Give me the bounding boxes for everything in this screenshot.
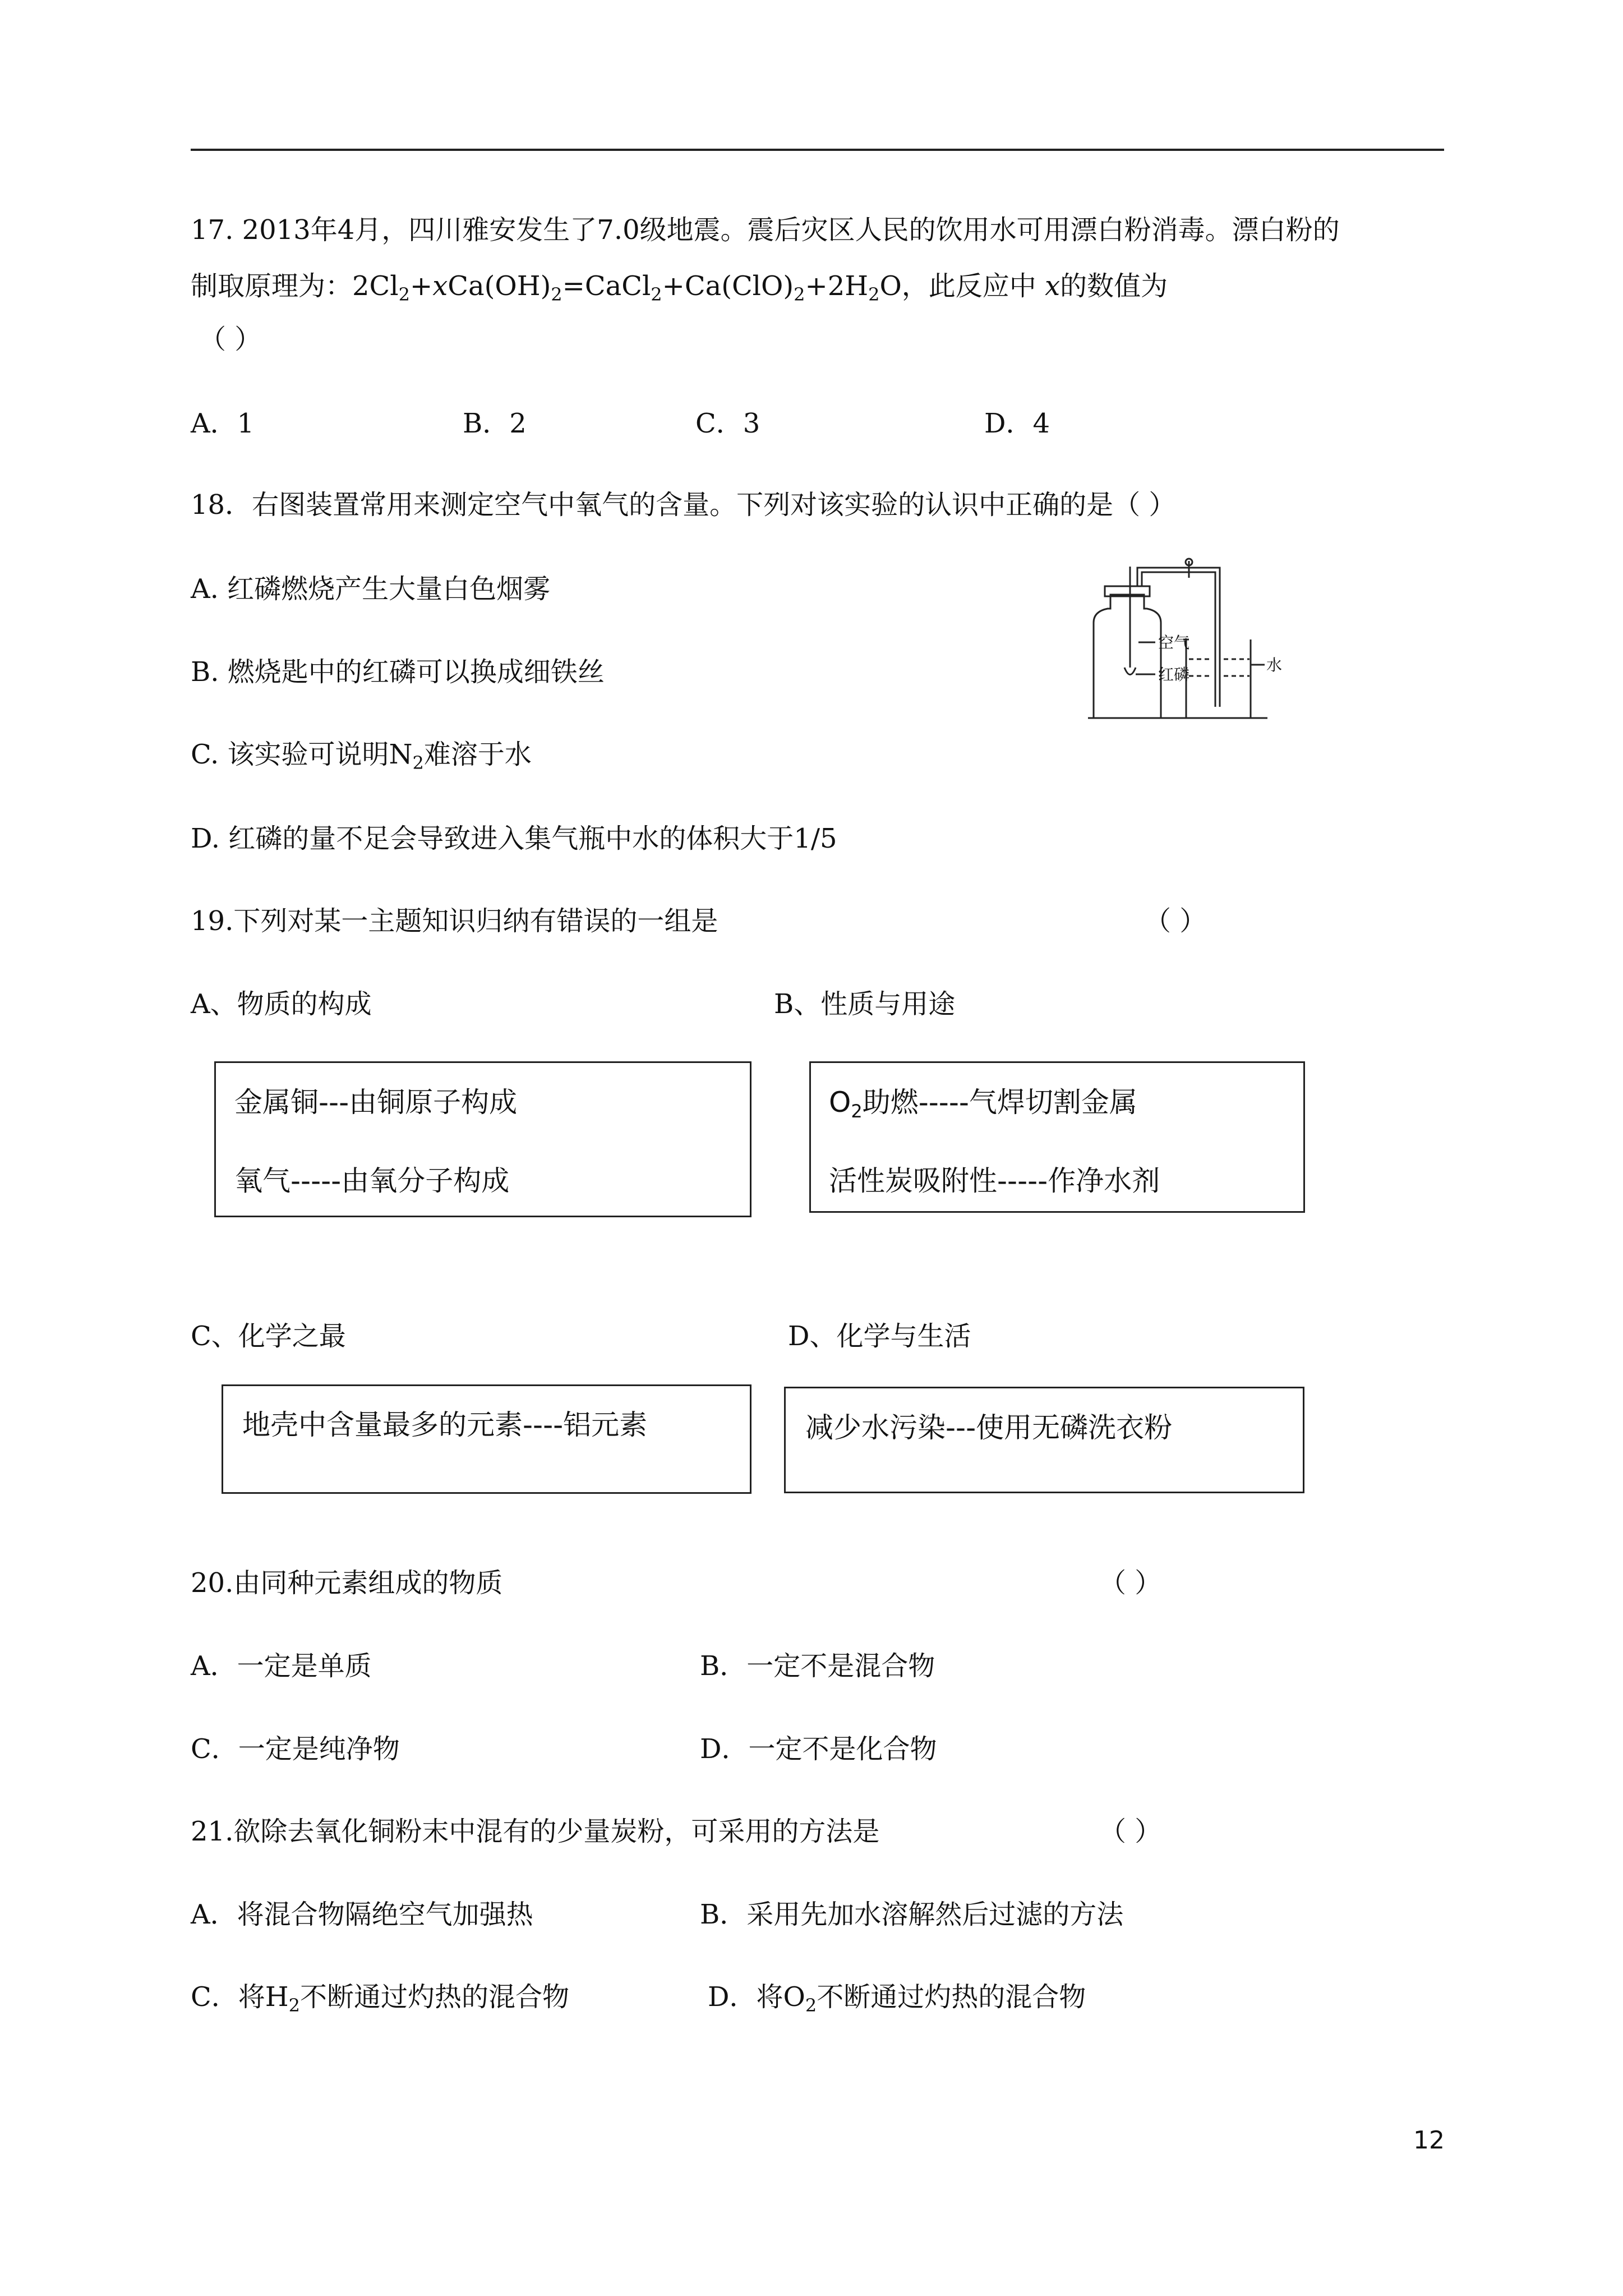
oxygen-apparatus-diagram [1082,555,1318,724]
q20-answer-paren: （ ） [1099,1567,1162,1599]
q17-option-d: D．4 [984,408,1050,439]
q18-option-a: A. 红磷燃烧产生大量白色烟雾 [191,573,551,605]
q20-option-a: A．一定是单质 [191,1650,372,1682]
q21-option-c: C．将$H_2$不断通过灼热的混合物 [191,1981,569,2016]
q20-option-b: B．一定不是混合物 [700,1650,935,1682]
q17-option-a: A．1 [191,408,255,439]
q21-option-d: D．将$O_2$不断通过灼热的混合物 [708,1981,1086,2016]
q19-a-box-line2: 氧气-----由氧分子构成 [234,1165,510,1197]
q19-c-title: C、化学之最 [191,1320,346,1352]
q20-option-c: C．一定是纯净物 [191,1733,400,1765]
q21-option-b: B．采用先加水溶解然后过滤的方法 [700,1899,1124,1930]
q17-option-c: C．3 [695,408,760,439]
label-air: 空气 [1158,633,1190,652]
q21-stem: 21.欲除去氧化铜粉末中混有的少量炭粉，可采用的方法是 [191,1816,880,1847]
q18-option-c: C. 该实验可说明$N_2$难溶于水 [191,739,532,774]
q19-b-box-line1: $O_2$助燃-----气焊切割金属 [829,1086,1137,1122]
q17-option-b: B．2 [463,408,527,439]
q19-b-box-line2: 活性炭吸附性-----作净水剂 [829,1165,1160,1197]
q17-stem-line1: 17. 2013年4月，四川雅安发生了7.0级地震。震后灾区人民的饮用水可用漂白粉消毒。漂白粉的 [191,214,1340,246]
q17-answer-paren: （ ） [199,324,262,355]
label-red-phosphorus: 红磷 [1158,665,1190,684]
q19-c-box-line1: 地壳中含量最多的元素----铝元素 [242,1409,648,1441]
header-rule [191,149,1444,151]
q21-answer-paren: （ ） [1099,1816,1162,1847]
q18-option-b: B. 燃烧匙中的红磷可以换成细铁丝 [191,656,605,688]
q17-stem-line2: 制取原理为：$2Cl_2+xCa(OH)_2=CaCl_2+Ca(ClO)_2+2H_2O$，此反应中 x的数值为 [191,270,1168,305]
page-number: 12 [1413,2126,1445,2155]
q18-option-d: D. 红磷的量不足会导致进入集气瓶中水的体积大于1/5 [191,823,837,854]
q19-answer-paren: （ ） [1144,905,1207,937]
q19-a-box-line1: 金属铜---由铜原子构成 [234,1086,518,1119]
q19-b-title: B、性质与用途 [774,988,956,1020]
q19-a-title: A、物质的构成 [191,988,372,1020]
q19-d-title: D、化学与生活 [788,1320,971,1352]
q20-option-d: D．一定不是化合物 [700,1733,937,1765]
q21-option-a: A．将混合物隔绝空气加强热 [191,1899,533,1930]
q19-stem: 19.下列对某一主题知识归纳有错误的一组是 [191,905,718,937]
label-water: 水 [1266,656,1283,674]
q18-stem: 18．右图装置常用来测定空气中氧气的含量。下列对该实验的认识中正确的是（ ） [191,489,1176,521]
q19-d-box-line1: 减少水污染---使用无磷洗衣粉 [805,1411,1173,1444]
q20-stem: 20.由同种元素组成的物质 [191,1567,503,1599]
